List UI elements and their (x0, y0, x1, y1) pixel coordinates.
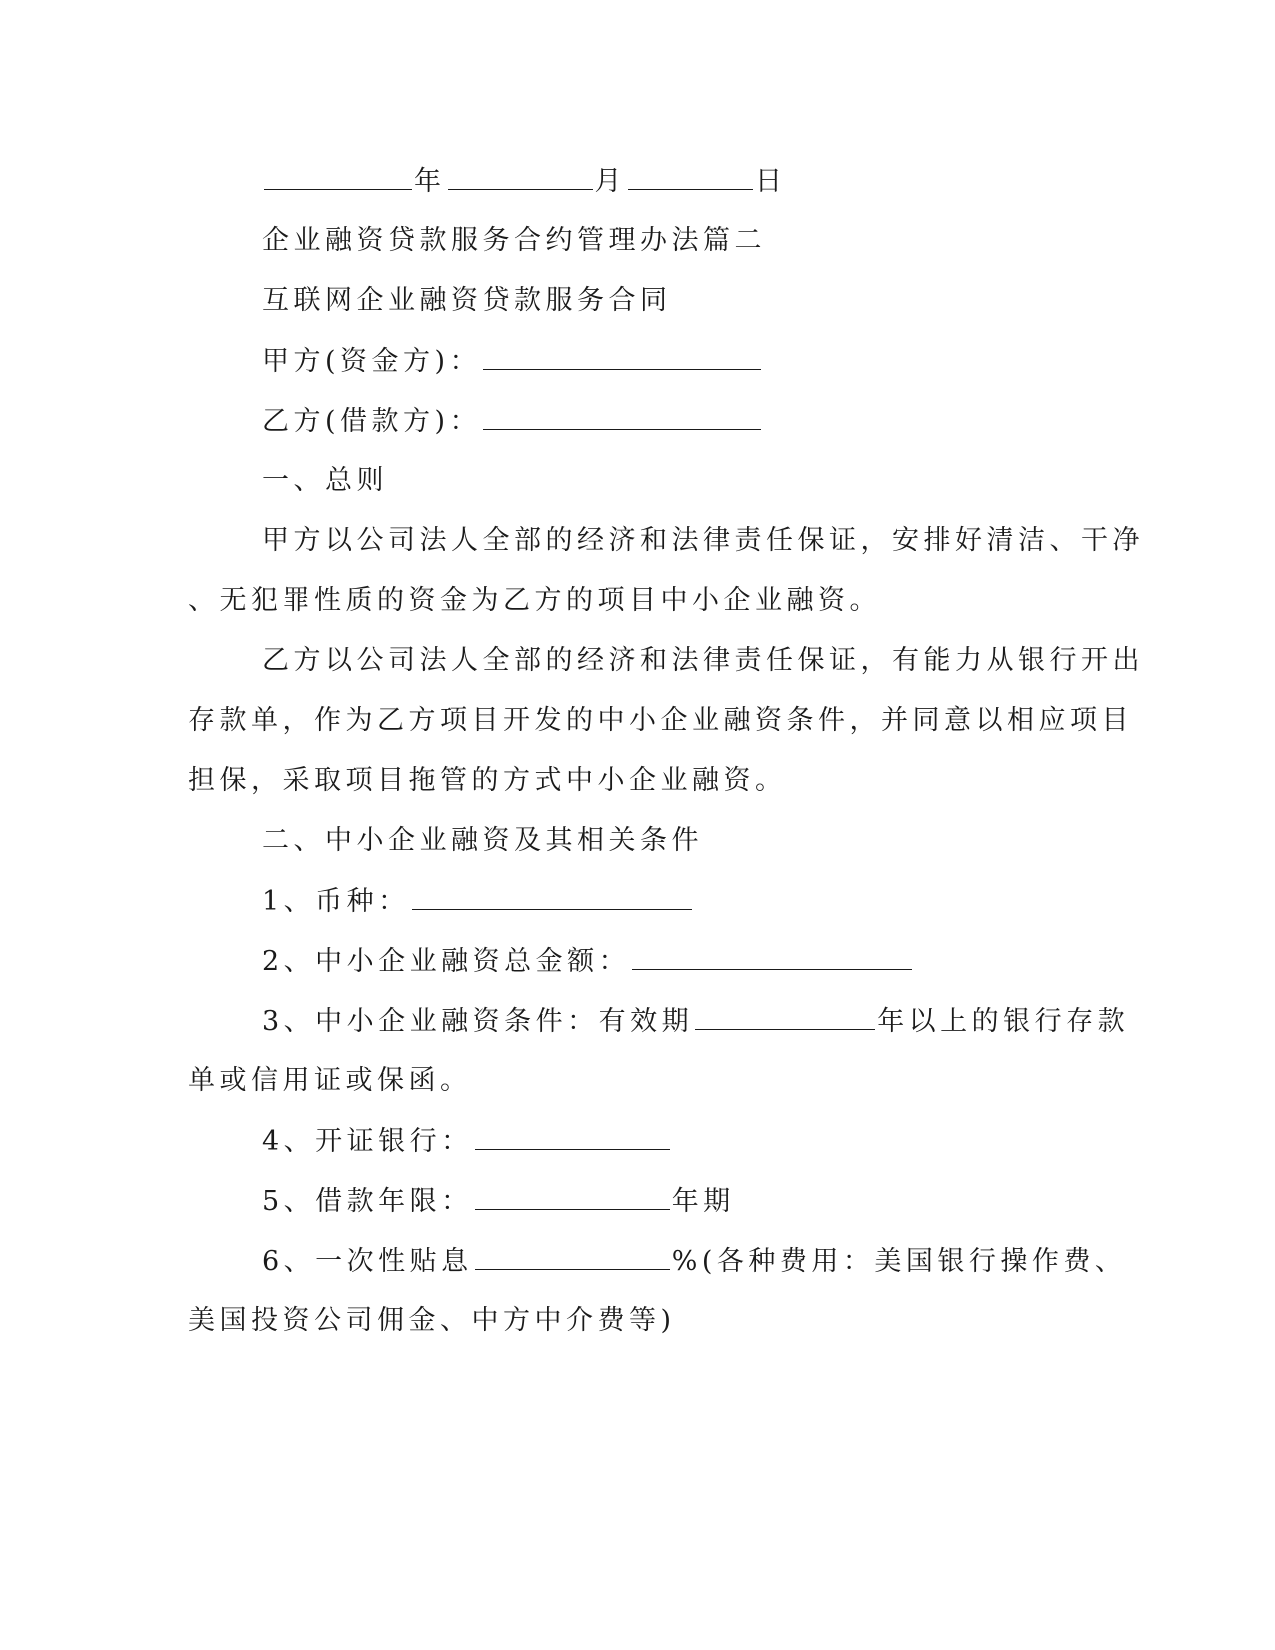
currency-blank (412, 881, 692, 910)
heading-2: 互联网企业融资贷款服务合同 (262, 285, 672, 316)
day-blank (628, 161, 753, 190)
item-4-label: 4、开证银行： (262, 1126, 473, 1157)
party-b-line (262, 401, 763, 441)
month-blank (448, 161, 593, 190)
party-a-label: 甲方(资金方)： (262, 346, 482, 377)
item-3-line-1 (262, 1001, 1129, 1041)
item-5-suffix: 年期 (671, 1186, 735, 1217)
section-1-title: 一、总则 (262, 465, 388, 496)
heading-1: 企业融资贷款服务合约管理办法篇二 (262, 225, 766, 256)
para-2-line-2: 存款单，作为乙方项目开发的中小企业融资条件，并同意以相应项目 (188, 705, 1133, 736)
item-3-line-2: 单或信用证或保函。 (188, 1065, 472, 1096)
item-4-line (262, 1121, 672, 1161)
section-2-title: 二、中小企业融资及其相关条件 (262, 825, 703, 856)
item-5-line (262, 1181, 735, 1221)
item-3-suffix: 年以上的银行存款 (877, 1006, 1130, 1037)
issuing-bank-blank (475, 1121, 670, 1150)
year-label: 年 (414, 166, 446, 197)
item-3-prefix: 3、中小企业融资条件：有效期 (262, 1006, 694, 1037)
item-6-line-1 (262, 1241, 1126, 1281)
party-a-blank (483, 341, 761, 370)
item-6-line-2: 美国投资公司佣金、中方中介费等) (188, 1305, 676, 1336)
item-6-prefix: 6、一次性贴息 (262, 1246, 473, 1277)
para-1-line-1: 甲方以公司法人全部的经济和法律责任保证，安排好清洁、干净 (262, 525, 1144, 556)
validity-blank (695, 1001, 875, 1030)
party-a-line (262, 341, 763, 381)
total-amount-blank (632, 941, 912, 970)
para-2-line-3: 担保，采取项目拖管的方式中小企业融资。 (188, 765, 787, 796)
party-b-label: 乙方(借款方)： (262, 406, 482, 437)
para-2-line-1: 乙方以公司法人全部的经济和法律责任保证，有能力从银行开出 (262, 645, 1144, 676)
party-b-blank (483, 401, 761, 430)
day-label: 日 (755, 166, 787, 197)
item-2-label: 2、中小企业融资总金额： (262, 946, 631, 977)
month-label: 月 (594, 166, 626, 197)
year-blank (264, 161, 412, 190)
loan-term-blank (475, 1181, 670, 1210)
interest-blank (475, 1241, 670, 1270)
item-5-label: 5、借款年限： (262, 1186, 473, 1217)
item-1-line (262, 881, 694, 921)
item-6-suffix: %(各种费用：美国银行操作费、 (671, 1246, 1127, 1277)
para-1-line-2: 、无犯罪性质的资金为乙方的项目中小企业融资。 (188, 585, 881, 616)
date-line (262, 161, 787, 201)
item-2-line (262, 941, 914, 981)
item-1-label: 1、币种： (262, 886, 410, 917)
